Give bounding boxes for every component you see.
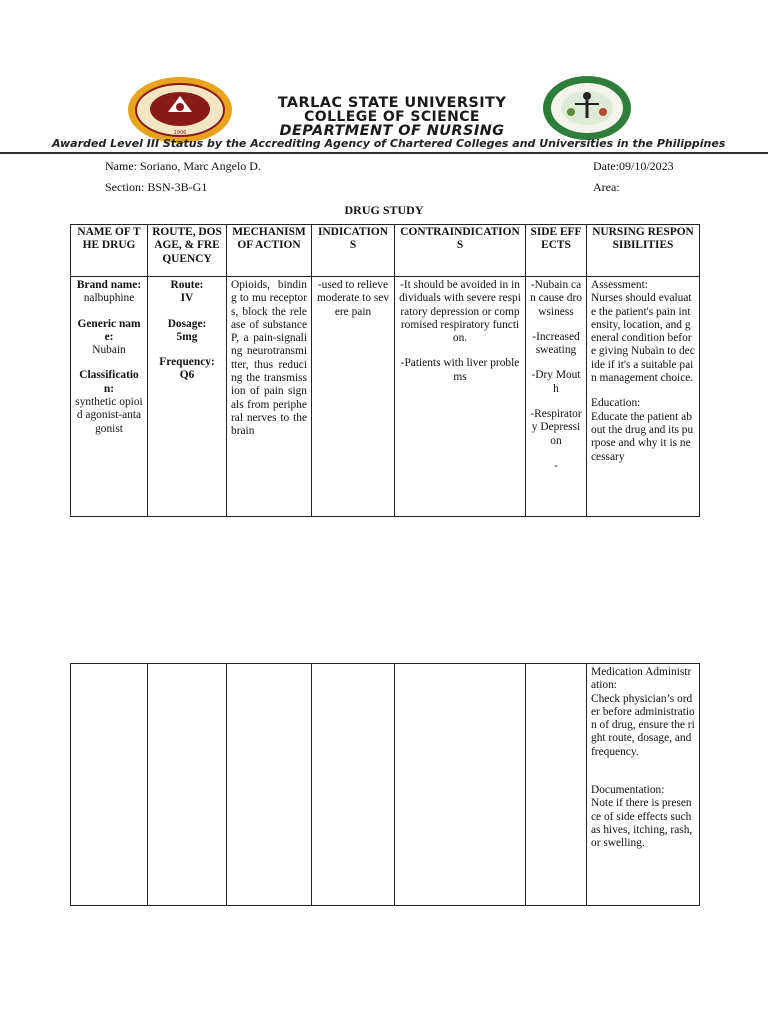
side-effect-item: -Respiratory Depression xyxy=(530,408,582,447)
svg-text:1906: 1906 xyxy=(173,130,187,136)
empty-cell xyxy=(526,664,587,906)
header-drug-name: NAME OF THE DRUG xyxy=(71,225,148,277)
mechanism-cell: Opioids, binding to mu receptors, block the release of substance P, a pain-signaling neurotransmitter, thus reducing the transmission of pain signals from peripheral nerves to the brain xyxy=(227,277,312,517)
documentation-label: Documentation: xyxy=(591,784,665,797)
medication-label: Medication Administration: xyxy=(591,666,692,692)
empty-cell xyxy=(227,664,312,906)
university-name: TARLAC STATE UNIVERSITY xyxy=(277,95,507,111)
frequency-label: Frequency: xyxy=(159,356,215,369)
documentation-text: Note if there is presence of side effects such as hives, itching, rash, or swelling. xyxy=(591,797,693,850)
university-title-block xyxy=(247,96,537,138)
generic-label: Generic name: xyxy=(77,317,141,343)
route-value: IV xyxy=(180,292,194,305)
table-header-row xyxy=(71,225,700,277)
side-effect-item: -Dry Mouth xyxy=(531,369,581,395)
indications-cell: -used to relieve moderate to severe pain xyxy=(312,277,395,517)
drug-name-cell xyxy=(71,277,148,517)
header-route: ROUTE, DOSAGE, & FREQUENCY xyxy=(148,225,227,277)
header-mechanism: MECHANISM OF ACTION xyxy=(227,225,312,277)
accreditation-banner: Awarded Level III Status by the Accrediting Agency of Chartered Colleges and Universities in the Philippines xyxy=(52,137,726,150)
page-title: DRUG STUDY xyxy=(344,203,424,217)
drug-study-table-continued xyxy=(70,663,700,906)
assessment-text: Nurses should evaluate the patient's pain intensity, location, and general condition before giving Nubain to decide if it's a suitable pain management choice. xyxy=(591,292,695,385)
side-effect-item: -Nubain can cause drowsiness xyxy=(530,279,582,318)
student-name: Name: Soriano, Marc Angelo D. xyxy=(105,159,261,173)
header-rule xyxy=(0,152,768,154)
dosage-value: 5mg xyxy=(176,330,198,343)
route-cell xyxy=(148,277,227,517)
dosage-label: Dosage: xyxy=(167,317,207,330)
generic-value: Nubain xyxy=(92,344,126,357)
college-seal-icon xyxy=(541,74,633,142)
education-label: Education: xyxy=(591,397,641,410)
classification-label: Classification: xyxy=(79,369,139,395)
table-row xyxy=(71,277,700,517)
frequency-value: Q6 xyxy=(179,369,195,382)
study-date: Date:09/10/2023 xyxy=(593,159,674,173)
empty-cell xyxy=(148,664,227,906)
header-nursing: NURSING RESPONSIBILITIES xyxy=(587,225,700,277)
empty-cell xyxy=(312,664,395,906)
assessment-label: Assessment: xyxy=(591,279,648,291)
table-row xyxy=(71,664,700,906)
education-text: Educate the patient about the drug and its purpose and why it is necessary xyxy=(591,410,694,463)
header-indications: INDICATIONS xyxy=(312,225,395,277)
route-label: Route: xyxy=(170,279,204,291)
college-name: COLLEGE OF SCIENCE xyxy=(304,109,480,125)
student-section: Section: BSN-3B-G1 xyxy=(105,180,208,194)
nursing-cell-continued xyxy=(587,664,700,906)
empty-cell xyxy=(395,664,526,906)
contraindication-item: -It should be avoided in individuals with severe respiratory depression or compromised respiratory function. xyxy=(399,279,521,345)
brand-label: Brand name: xyxy=(76,279,142,291)
study-area: Area: xyxy=(593,180,620,194)
header-contraindications: CONTRAINDICATIONS xyxy=(395,225,526,277)
side-effect-item: - xyxy=(554,459,558,472)
header-side-effects: SIDE EFFECTS xyxy=(526,225,587,277)
department-name: DEPARTMENT OF NURSING xyxy=(279,123,505,139)
empty-cell xyxy=(71,664,148,906)
medication-text: Check physician’s order before administration of drug, ensure the right route, dosage, and frequency. xyxy=(591,692,695,758)
drug-study-table xyxy=(70,224,700,517)
nursing-cell xyxy=(587,277,700,517)
university-seal-icon xyxy=(126,76,234,144)
contraindications-cell xyxy=(395,277,526,517)
side-effect-item: -Increased sweating xyxy=(532,330,580,357)
brand-value: nalbuphine xyxy=(83,292,135,305)
classification-value: synthetic opioid agonist-antagonist xyxy=(75,396,143,435)
letterhead xyxy=(0,70,768,156)
contraindication-item: -Patients with liver problems xyxy=(400,357,520,383)
side-effects-cell xyxy=(526,277,587,517)
